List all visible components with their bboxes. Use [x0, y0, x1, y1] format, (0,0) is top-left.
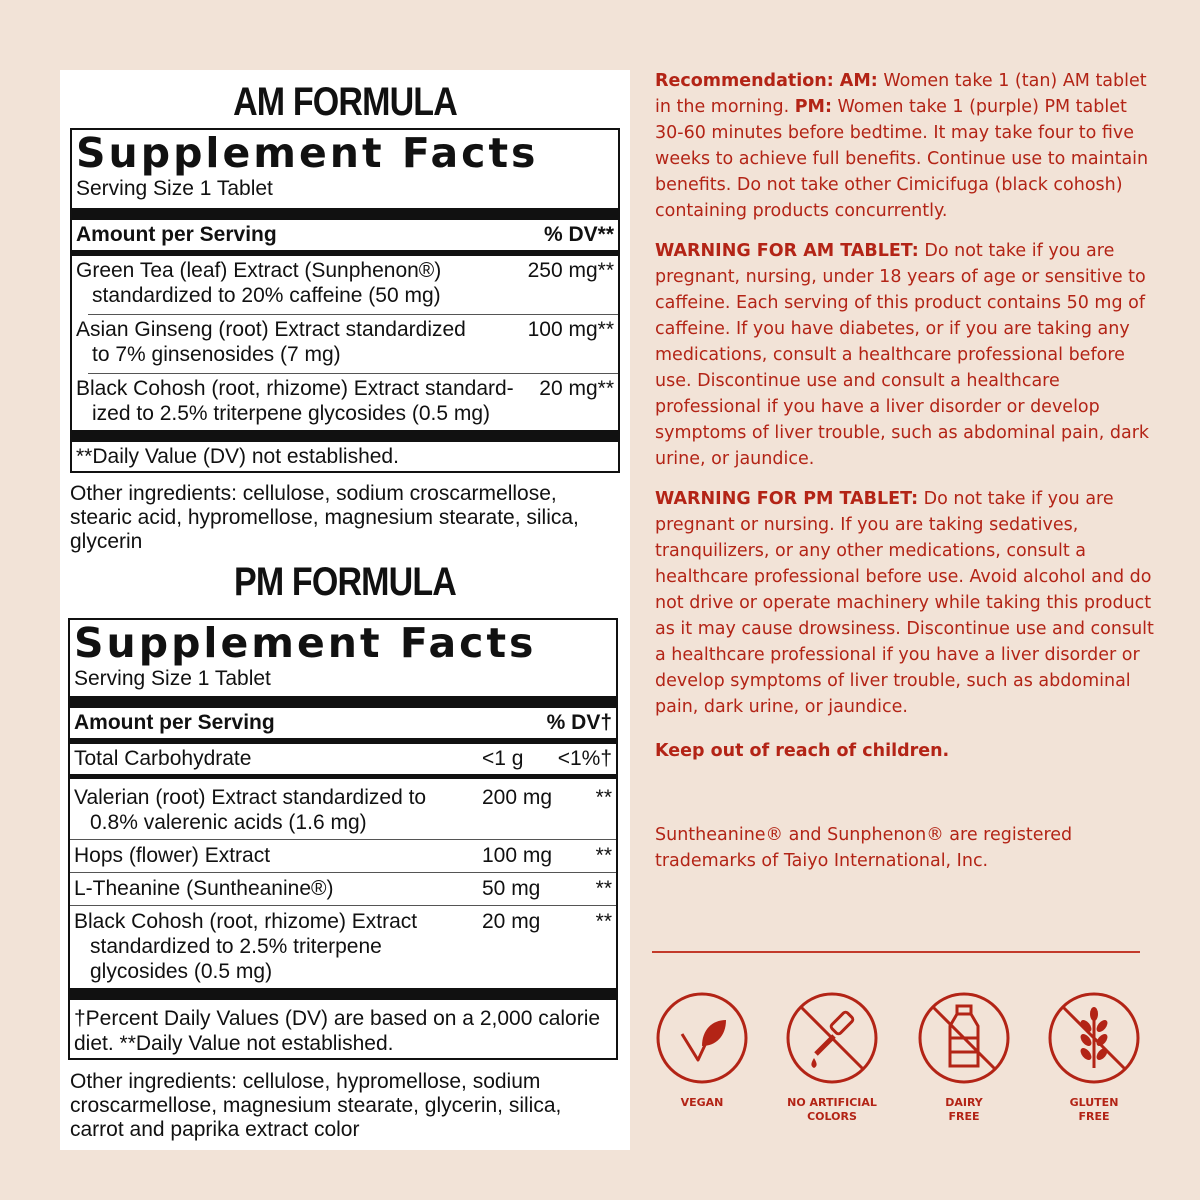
- am-divider-thick: [72, 208, 618, 220]
- am-dv-label: % DV**: [543, 223, 614, 246]
- ingredient-dv: **: [595, 844, 612, 867]
- ingredient-amount: 50 mg: [482, 877, 541, 900]
- ingredient-dv: **: [595, 786, 612, 809]
- ingredient-amount: 20 mg**: [539, 377, 614, 400]
- am-footnote: **Daily Value (DV) not established.: [76, 445, 399, 468]
- no-artificial-colors-icon: [784, 990, 880, 1086]
- ingredient-amount: 100 mg: [482, 844, 553, 867]
- badge-divider: [652, 951, 1140, 953]
- am-divider-thick: [72, 430, 618, 442]
- am-facts-heading: Supplement Facts: [76, 129, 539, 177]
- pm-formula-title: PM FORMULA: [234, 560, 456, 604]
- pm-facts-heading: Supplement Facts: [74, 619, 537, 667]
- pm-footnote: †Percent Daily Values (DV) are based on a 2,000 calorie diet. **Daily Value not established.: [74, 1007, 601, 1055]
- ingredient-detail: standardized to 2.5% triterpene: [90, 935, 382, 958]
- pm-supplement-facts: [68, 618, 618, 1060]
- ingredient-detail: 0.8% valerenic acids (1.6 mg): [90, 811, 367, 834]
- ingredient-amount: 250 mg**: [527, 259, 614, 282]
- ingredient-detail: to 7% ginsenosides (7 mg): [92, 343, 341, 366]
- badge-no-artificial-colors: [782, 990, 882, 1124]
- ingredient-detail: standardized to 20% caffeine (50 mg): [92, 284, 441, 307]
- carb-amount: <1 g: [482, 747, 524, 770]
- pm-carb-row: [70, 744, 616, 774]
- pm-ingredient-row: [70, 873, 616, 901]
- carb-name: Total Carbohydrate: [74, 747, 252, 770]
- ingredient-amount: 20 mg: [482, 910, 541, 933]
- dairy-free-icon: [916, 990, 1012, 1086]
- badge-label: VEGAN: [680, 1096, 724, 1109]
- gluten-free-icon: [1046, 990, 1142, 1086]
- pm-amount-label: Amount per Serving: [74, 711, 275, 734]
- badge-row: [652, 990, 1142, 1140]
- ingredient-name: L-Theanine (Suntheanine®): [74, 877, 334, 900]
- keep-out-label: Keep out of reach of children.: [655, 741, 950, 761]
- badge-label: NO ARTIFICIAL COLORS: [787, 1096, 877, 1123]
- pm-serving-size: Serving Size 1 Tablet: [74, 667, 271, 690]
- recommendation-label: Recommendation: AM:: [655, 71, 878, 91]
- warning-am-label: WARNING FOR AM TABLET:: [655, 241, 919, 261]
- ingredient-name: Valerian (root) Extract standardized to: [74, 786, 427, 809]
- am-ingredient-row: [72, 374, 618, 426]
- ingredient-detail: glycosides (0.5 mg): [90, 960, 273, 983]
- pm-dv-label: % DV†: [546, 711, 612, 734]
- ingredient-amount: 200 mg: [482, 786, 553, 809]
- pm-table-header: [70, 708, 616, 738]
- badge-label: DAIRY FREE: [945, 1096, 983, 1123]
- warning-pm-label: WARNING FOR PM TABLET:: [655, 489, 919, 509]
- pm-divider-thick: [70, 988, 616, 1000]
- recommendation-pm: Women take 1 (purple) PM tablet 30-60 minutes before bedtime. It may take four to five weeks to achieve full benefits. Continue use to maintain benefits. Do not take other Cimicifuga (black cohosh) containing products concurrently.: [655, 97, 1149, 221]
- ingredient-name: Black Cohosh (root, rhizome) Extract standard-: [76, 377, 514, 400]
- pm-divider-thick: [70, 696, 616, 708]
- facts-panel: [60, 70, 630, 1150]
- keep-out-text: [655, 738, 1155, 764]
- trademark-text: Suntheanine® and Sunphenon® are registered trademarks of Taiyo International, Inc.: [655, 825, 1073, 871]
- am-serving-size: Serving Size 1 Tablet: [76, 177, 273, 200]
- ingredient-name: Black Cohosh (root, rhizome) Extract: [74, 910, 418, 933]
- am-ingredient-row: [72, 315, 618, 367]
- am-other-ingredients: Other ingredients: cellulose, sodium croscarmellose, stearic acid, hypromellose, magnesium stearate, silica, glycerin: [70, 482, 579, 553]
- vegan-leaf-icon: [654, 990, 750, 1086]
- badge-label: GLUTEN FREE: [1069, 1096, 1119, 1123]
- badge-dairy-free: [914, 990, 1014, 1124]
- ingredient-name: Asian Ginseng (root) Extract standardized: [76, 318, 466, 341]
- pm-ingredient-row: [70, 840, 616, 868]
- pm-ingredient-row: [70, 906, 616, 984]
- ingredient-dv: **: [595, 910, 612, 933]
- am-table-header: [72, 220, 618, 250]
- ingredient-amount: 100 mg**: [527, 318, 614, 341]
- info-column: [655, 68, 1155, 888]
- recommendation-text: [655, 68, 1155, 224]
- am-supplement-facts: [70, 128, 620, 473]
- recommendation-pm-label: PM:: [794, 97, 832, 117]
- ingredient-name: Hops (flower) Extract: [74, 844, 271, 867]
- am-formula-title: AM FORMULA: [233, 80, 457, 124]
- ingredient-detail: ized to 2.5% triterpene glycosides (0.5 mg): [92, 402, 491, 425]
- ingredient-dv: **: [595, 877, 612, 900]
- pm-other-ingredients: Other ingredients: cellulose, hypromellose, sodium croscarmellose, magnesium stearate, glycerin, silica, carrot and paprika extract color: [70, 1070, 562, 1141]
- warning-am-text: [655, 238, 1155, 472]
- carb-dv: <1%†: [557, 747, 612, 770]
- badge-vegan: [652, 990, 752, 1110]
- am-amount-label: Amount per Serving: [76, 223, 277, 246]
- recommendation-am: Women take 1 (tan) AM tablet in the morning.: [655, 71, 1147, 117]
- warning-pm-text: [655, 486, 1155, 720]
- ingredient-name: Green Tea (leaf) Extract (Sunphenon®): [76, 259, 442, 282]
- badge-gluten-free: [1044, 990, 1144, 1124]
- pm-ingredient-row: [70, 779, 616, 835]
- am-ingredient-row: [72, 256, 618, 308]
- warning-am-body: Do not take if you are pregnant, nursing, under 18 years of age or sensitive to caffeine. Each serving of this product contains 50 mg of caffeine. If you have diabetes, or if you are taking any medications, consult a healthcare professional before use. Discontinue use and consult a healthcare professional if you have a liver disorder or develop symptoms of liver trouble, such as abdominal pain, dark urine, or jaundice.: [655, 241, 1150, 469]
- warning-pm-body: Do not take if you are pregnant or nursing. If you are taking sedatives, tranquilizers, or any other medications, consult a healthcare professional before use. Avoid alcohol and do not drive or operate machinery while taking this product as it may cause drowsiness. Discontinue use and consult a healthcare professional if you have a liver disorder or develop symptoms of liver trouble, such as abdominal pain, dark urine, or jaundice.: [655, 489, 1154, 717]
